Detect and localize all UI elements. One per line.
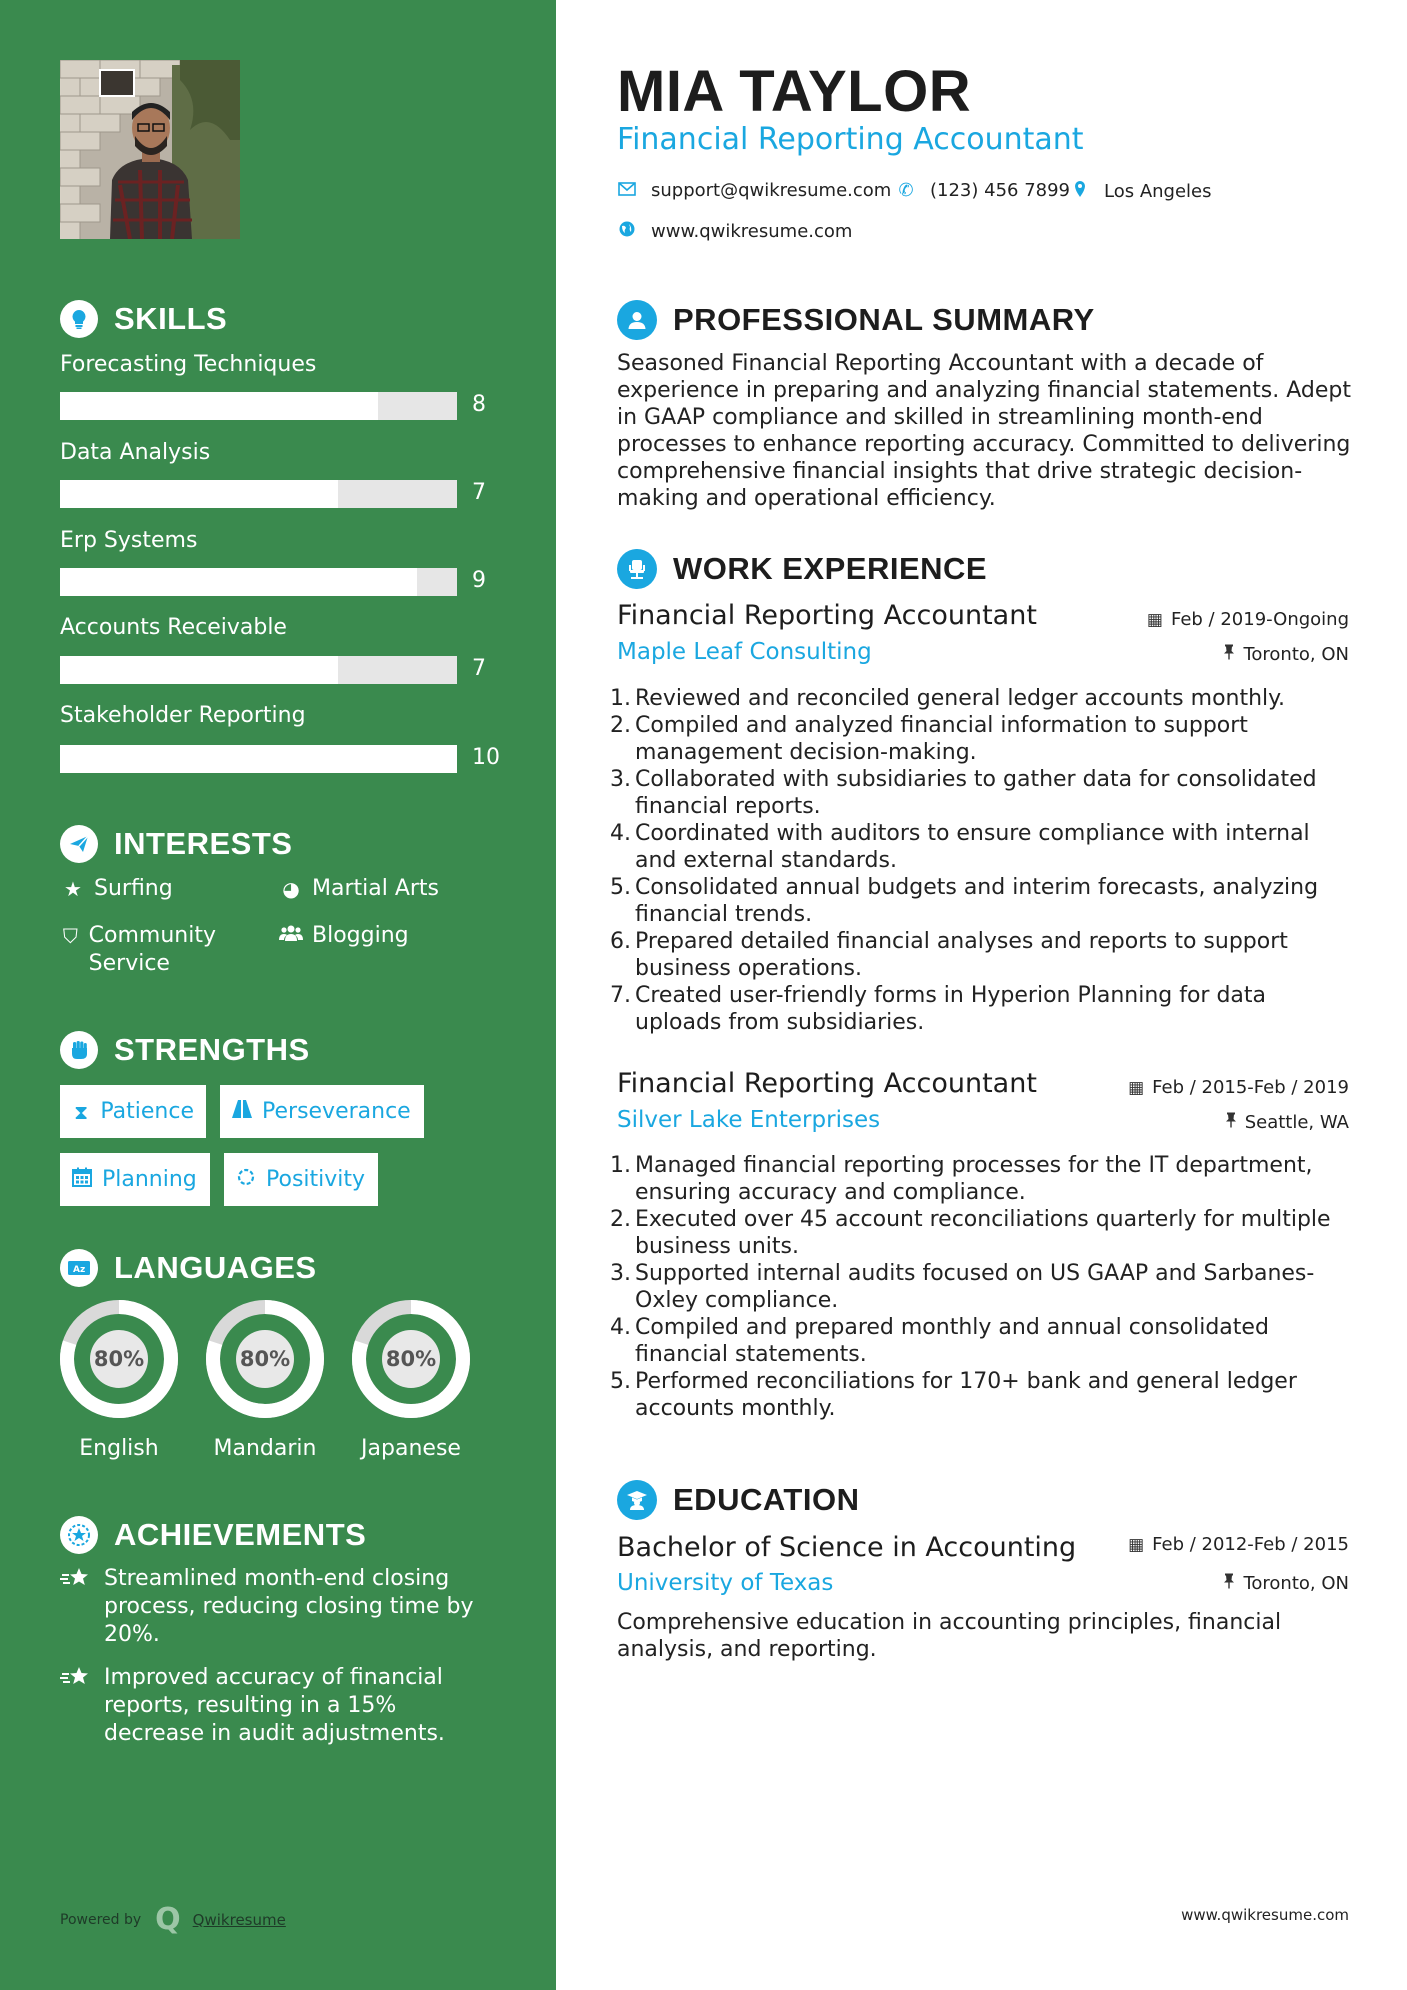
svg-text:A: A [73, 1265, 80, 1275]
interest-item [60, 875, 260, 903]
skill-bar-fill [60, 568, 417, 596]
list-item: 2. Executed over 45 account reconciliations quarterly for multiple business units. [610, 1206, 1350, 1260]
skill-name: Data Analysis [60, 440, 211, 465]
experience-heading [617, 549, 987, 589]
list-item: 4. Coordinated with auditors to ensure compliance with internal and external standards. [610, 820, 1350, 874]
job-title: Financial Reporting Accountant [617, 600, 1037, 631]
website-text[interactable]: www.qwikresume.com [651, 221, 853, 242]
envelope-icon [617, 180, 637, 201]
candidate-name: MIA TAYLOR [617, 59, 972, 124]
language-icon [60, 1249, 98, 1287]
location-text: Los Angeles [1104, 181, 1212, 202]
languages-heading [60, 1249, 317, 1287]
calendar-icon: ▦ [1128, 1534, 1145, 1555]
language-ring [203, 1297, 327, 1421]
skill-bar [60, 745, 457, 773]
skill-bar [60, 656, 457, 684]
calendar-icon: ▦ [1146, 609, 1163, 630]
job-title: Financial Reporting Accountant [617, 1068, 1037, 1099]
skills-heading [60, 300, 227, 338]
education-location-text: Toronto, ON [1243, 1573, 1349, 1594]
education-date [1128, 1534, 1349, 1555]
users-icon [278, 922, 304, 950]
star-icon: ★ [64, 877, 82, 901]
strength-label: Perseverance [262, 1099, 411, 1124]
achievement-item [60, 1664, 500, 1748]
education-description: Comprehensive education in accounting principles, financial analysis, and reporting. [617, 1610, 1282, 1662]
phone-icon: ✆ [898, 180, 914, 201]
language-name: Japanese [361, 1436, 461, 1461]
skill-level: 10 [472, 745, 500, 770]
fist-icon [60, 1031, 98, 1069]
contact-website [617, 221, 852, 242]
shooting-star-icon [60, 1664, 104, 1748]
achievement-item [60, 1565, 500, 1649]
skill-bar-fill [60, 745, 457, 773]
skill-name: Accounts Receivable [60, 615, 287, 640]
list-item: 3. Collaborated with subsidiaries to gather data for consolidated financial reports. [610, 766, 1350, 820]
degree-title: Bachelor of Science in Accounting [617, 1532, 1077, 1563]
bullet-text: Collaborated with subsidiaries to gather data for consolidated financial reports. [635, 767, 1317, 819]
language-percent: 80% [239, 1347, 291, 1371]
strength-chip [220, 1085, 424, 1138]
skill-name: Erp Systems [60, 528, 198, 553]
strengths-title: STRENGTHS [114, 1032, 310, 1067]
powered-by [60, 1902, 286, 1937]
languages-title: LANGUAGES [114, 1250, 317, 1285]
skill-level: 8 [472, 392, 486, 417]
paper-plane-icon [60, 825, 98, 863]
road-icon [230, 1099, 254, 1124]
pushpin-icon [1223, 644, 1235, 665]
skill-name: Stakeholder Reporting [60, 703, 306, 728]
pushpin-icon [1225, 1112, 1237, 1133]
interest-label: Community Service [88, 923, 216, 976]
school-name: University of Texas [617, 1570, 834, 1596]
bullet-text: Compiled and analyzed financial information to support management decision-making. [635, 713, 1248, 765]
interest-label: Martial Arts [312, 876, 440, 901]
skill-name: Forecasting Techniques [60, 352, 317, 377]
svg-text:z: z [80, 1265, 86, 1275]
strength-chip [60, 1153, 210, 1206]
sidebar [0, 0, 556, 1990]
job-location [1223, 644, 1349, 665]
strength-chip [224, 1153, 378, 1206]
hourglass-icon: ⧗ [74, 1099, 89, 1124]
contact-email [617, 180, 891, 201]
user-icon [617, 300, 657, 340]
pushpin-icon [1223, 1573, 1235, 1594]
bullet-text: Compiled and prepared monthly and annual consolidated financial statements. [635, 1315, 1269, 1367]
list-item: 1. Managed financial reporting processes for the IT department, ensuring accuracy and compliance. [610, 1152, 1350, 1206]
skill-bar-fill [60, 392, 378, 420]
achievements-title: ACHIEVEMENTS [114, 1517, 367, 1552]
skill-level: 9 [472, 568, 486, 593]
strength-label: Patience [100, 1099, 194, 1124]
language-name: English [79, 1436, 159, 1461]
education-date-text: Feb / 2012-Feb / 2015 [1152, 1534, 1349, 1555]
bullet-text: Executed over 45 account reconciliations quarterly for multiple business units. [635, 1207, 1331, 1259]
sun-icon [234, 1166, 258, 1193]
job-date [1128, 1077, 1349, 1098]
qwikresume-logo-icon: Q [155, 1902, 181, 1937]
skill-bar [60, 480, 457, 508]
achievements-heading [60, 1516, 366, 1554]
achievement-text: Improved accuracy of financial reports, resulting in a 15% decrease in audit adjustments. [104, 1665, 445, 1746]
candidate-role: Financial Reporting Accountant [617, 122, 1084, 157]
education-title: EDUCATION [673, 1482, 860, 1517]
job-location-text: Toronto, ON [1243, 644, 1349, 665]
skills-title: SKILLS [114, 301, 228, 336]
map-pin-icon [1070, 180, 1090, 203]
interests-heading [60, 825, 292, 863]
list-item: 2. Compiled and analyzed financial information to support management decision-making. [610, 712, 1350, 766]
calendar-icon [70, 1167, 94, 1192]
interests-title: INTERESTS [114, 826, 293, 861]
contact-location [1070, 180, 1212, 203]
profile-photo [60, 60, 240, 239]
office-chair-icon [617, 549, 657, 589]
job-company: Silver Lake Enterprises [617, 1107, 881, 1133]
job-date-text: Feb / 2015-Feb / 2019 [1152, 1077, 1349, 1098]
bullet-text: Performed reconciliations for 170+ bank and general ledger accounts monthly. [635, 1369, 1297, 1421]
globe-icon [617, 221, 637, 242]
skill-bar [60, 392, 457, 420]
language-percent: 80% [385, 1347, 437, 1371]
star-badge-icon [60, 1516, 98, 1554]
list-item: 1. Reviewed and reconciled general ledger accounts monthly. [610, 686, 1286, 711]
list-item: 4. Compiled and prepared monthly and annual consolidated financial statements. [610, 1314, 1350, 1368]
experience-title: WORK EXPERIENCE [673, 551, 988, 586]
summary-heading [617, 300, 1095, 340]
phone-text: (123) 456 7899 [930, 180, 1071, 201]
interest-item [278, 922, 498, 950]
graduate-icon [617, 1480, 657, 1520]
summary-title: PROFESSIONAL SUMMARY [673, 302, 1095, 337]
interest-item [60, 922, 260, 978]
strength-label: Positivity [266, 1167, 366, 1192]
strength-chip [60, 1085, 206, 1138]
list-item: 3. Supported internal audits focused on US GAAP and Sarbanes-Oxley compliance. [610, 1260, 1350, 1314]
bullet-text: Prepared detailed financial analyses and reports to support business operations. [635, 929, 1288, 981]
interest-label: Blogging [312, 923, 409, 948]
job-company: Maple Leaf Consulting [617, 639, 872, 665]
strengths-heading [60, 1031, 310, 1069]
language-percent: 80% [93, 1347, 145, 1371]
job-date [1147, 609, 1349, 630]
list-item: 5. Performed reconciliations for 170+ bank and general ledger accounts monthly. [610, 1368, 1350, 1422]
job-responsibilities [610, 685, 1350, 1036]
job-location-text: Seattle, WA [1244, 1112, 1349, 1133]
lightbulb-icon [60, 300, 98, 338]
language-ring [57, 1297, 181, 1421]
strength-label: Planning [102, 1167, 197, 1192]
list-item: 7. Created user-friendly forms in Hyperion Planning for data uploads from subsidiaries. [610, 982, 1350, 1036]
list-item: 6. Prepared detailed financial analyses and reports to support business operations. [610, 928, 1350, 982]
interest-item [278, 875, 498, 903]
job-location [1225, 1112, 1349, 1133]
job-responsibilities [610, 1152, 1350, 1422]
bullet-text: Managed financial reporting processes for the IT department, ensuring accuracy and compliance. [635, 1153, 1313, 1205]
skill-bar [60, 568, 457, 596]
interest-label: Surfing [94, 876, 173, 901]
bullet-text: Consolidated annual budgets and interim forecasts, analyzing financial trends. [635, 875, 1319, 927]
shield-icon: ⛉ [62, 924, 78, 948]
skill-bar-fill [60, 656, 338, 684]
globe-icon: ◕ [282, 877, 300, 901]
bullet-text: Created user-friendly forms in Hyperion Planning for data uploads from subsidiaries. [635, 983, 1267, 1035]
calendar-icon: ▦ [1128, 1077, 1145, 1098]
bullet-text: Coordinated with auditors to ensure compliance with internal and external standards. [635, 821, 1310, 873]
bullet-text: Supported internal audits focused on US GAAP and Sarbanes-Oxley compliance. [635, 1261, 1315, 1313]
education-heading [617, 1480, 859, 1520]
list-item: 5. Consolidated annual budgets and interim forecasts, analyzing financial trends. [610, 874, 1350, 928]
job-date-text: Feb / 2019-Ongoing [1170, 609, 1349, 630]
contact-phone [896, 180, 1070, 201]
qwikresume-link[interactable]: Qwikresume [192, 1910, 286, 1929]
shooting-star-icon [60, 1565, 104, 1649]
skill-level: 7 [472, 480, 486, 505]
powered-by-label: Powered by [60, 1911, 142, 1928]
email-text[interactable]: support@qwikresume.com [651, 180, 892, 201]
footer-url[interactable]: www.qwikresume.com [1181, 1906, 1349, 1924]
summary-text: Seasoned Financial Reporting Accountant with a decade of experience in preparing and analyzing financial statements. Adept in GAAP compliance and skilled in streamlining month-end processes to enhance reporting accuracy. Committed to delivering comprehensive financial insights that drive strategic decision-making and operational efficiency. [617, 351, 1352, 511]
skill-bar-fill [60, 480, 338, 508]
achievement-text: Streamlined month-end closing process, reducing closing time by 20%. [104, 1566, 474, 1647]
bullet-text: Reviewed and reconciled general ledger accounts monthly. [635, 686, 1286, 711]
language-name: Mandarin [213, 1436, 317, 1461]
education-location [1223, 1573, 1349, 1594]
language-ring [349, 1297, 473, 1421]
skill-level: 7 [472, 656, 486, 681]
